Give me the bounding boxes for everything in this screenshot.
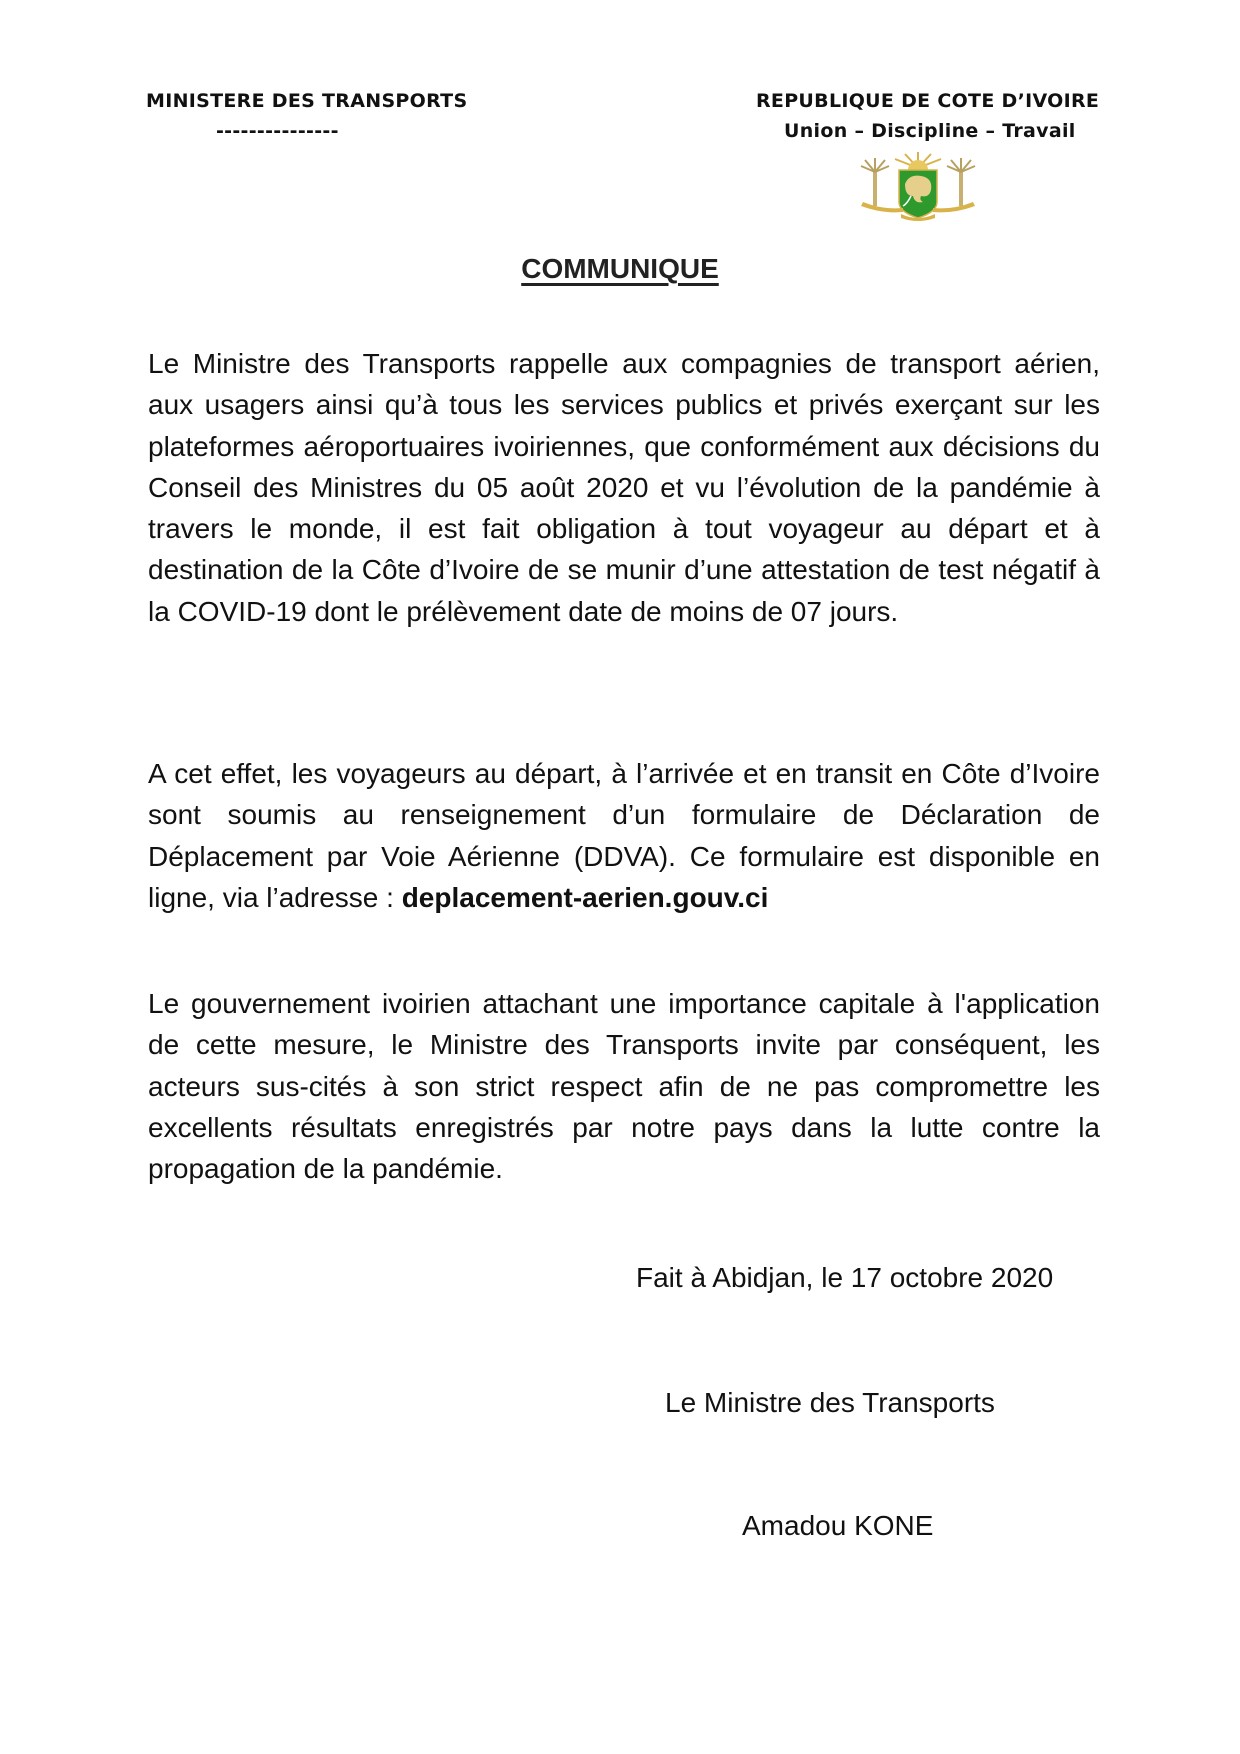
signatory-name: Amadou KONE bbox=[742, 1510, 934, 1541]
paragraph-3: Le gouvernement ivoirien attachant une importance capitale à l'application de cette mesure, le Ministre des Transports invite par conséquent, les acteurs sus-cités à son strict respect afin de ne pas compromettre les excellents résultats enregistrés par notre pays dans la lutte contre la propagation de la pandémie. bbox=[148, 988, 1100, 1185]
paragraph-1: Le Ministre des Transports rappelle aux compagnies de transport aérien, aux usagers ainsi qu’à tous les services publics et privés exerçant sur les plateformes aéroportuaires ivoiriennes, que conformément aux décisions du Conseil des Ministres du 05 août 2020 et vu l’évolution de la pandémie à travers le monde, il est fait obligation à tout voyageur au départ et à destination de la Côte d’Ivoire de se munir d’une attestation de test négatif à la COVID-19 dont le prélèvement date de moins de 07 jours. bbox=[148, 348, 1100, 627]
place-and-date: Fait à Abidjan, le 17 octobre 2020 bbox=[636, 1262, 1054, 1293]
signatory-role: Le Ministre des Transports bbox=[665, 1387, 995, 1418]
document-title: COMMUNIQUE bbox=[521, 253, 719, 284]
ddva-website-link[interactable]: deplacement-aerien.gouv.ci bbox=[401, 881, 769, 913]
ministry-separator: --------------- bbox=[216, 120, 339, 142]
ministry-heading: MINISTERE DES TRANSPORTS bbox=[146, 90, 468, 112]
paragraph-2 bbox=[148, 753, 1100, 918]
coat-of-arms-icon bbox=[853, 150, 983, 222]
paragraph-2-text: A cet effet, les voyageurs au départ, à l’arrivée et en transit en Côte d’Ivoire sont soumis au renseignement d’un formulaire de Déclaration de Déplacement par Voie Aérienne (DDVA). Ce formulaire est disponible en ligne, via l’adresse : bbox=[148, 758, 1100, 913]
republic-heading: REPUBLIQUE DE COTE D’IVOIRE bbox=[756, 90, 1100, 112]
national-motto: Union – Discipline – Travail bbox=[784, 120, 1076, 142]
